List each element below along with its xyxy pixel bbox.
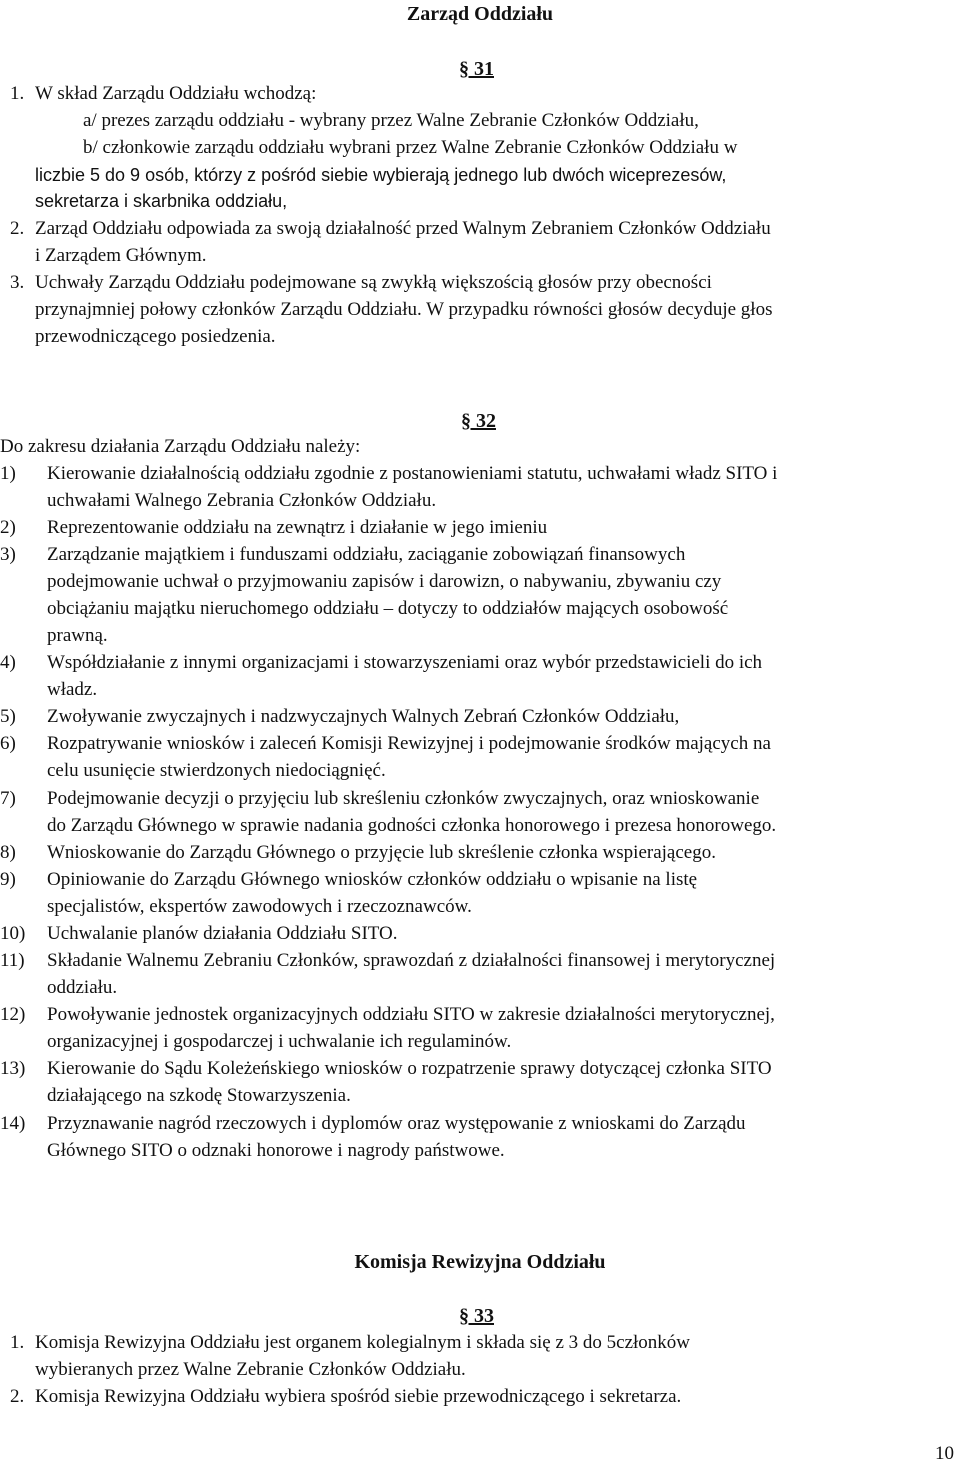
item-text-continued: przynajmniej połowy członków Zarządu Oddziału. W przypadku równości głosów decyduje głos — [35, 299, 773, 320]
list-item: Podejmowanie decyzji o przyjęciu lub skreśleniu członków zwyczajnych, oraz wnioskowanie — [47, 788, 760, 809]
sub-item-b-continued: liczbie 5 do 9 osób, którzy z pośród siebie wybierają jednego lub dwóch wiceprezesów, — [35, 165, 727, 185]
list-item-number: 2) — [0, 517, 16, 538]
list-item: Wnioskowanie do Zarządu Głównego o przyjęcie lub skreślenie członka wspierającego. — [47, 842, 716, 863]
list-item: organizacyjnej i gospodarczej i uchwalanie ich regulaminów. — [47, 1031, 512, 1052]
list-item-number: 11) — [0, 950, 25, 971]
list-item: uchwałami Walnego Zebrania Członków Oddziału. — [47, 490, 437, 511]
list-item: Uchwalanie planów działania Oddziału SITO. — [47, 923, 398, 944]
item-text: Komisja Rewizyjna Oddziału wybiera spośród siebie przewodniczącego i sekretarza. — [35, 1386, 682, 1407]
list-item: prawną. — [47, 625, 108, 646]
item-text: Komisja Rewizyjna Oddziału jest organem kolegialnym i składa się z 3 do 5członków — [35, 1332, 690, 1353]
item-number: 1. — [10, 83, 25, 104]
list-item: oddziału. — [47, 977, 118, 998]
list-item: władz. — [47, 679, 98, 700]
list-item-number: 9) — [0, 869, 16, 890]
item-text-continued: wybieranych przez Walne Zebranie Członków Oddziału. — [35, 1359, 466, 1380]
list-item: Przyznawanie nagród rzeczowych i dyplomów oraz występowanie z wnioskami do Zarządu — [47, 1113, 746, 1134]
list-item: obciążaniu majątku nieruchomego oddziału – dotyczy to oddziałów mających osobowość — [47, 598, 729, 619]
paragraph-32-sign: § 32 — [461, 410, 496, 432]
sub-item-b-continued: sekretarza i skarbnika oddziału, — [35, 191, 288, 211]
list-item: działającego na szkodę Stowarzyszenia. — [47, 1085, 351, 1106]
list-item-number: 10) — [0, 923, 26, 944]
list-item-number: 14) — [0, 1113, 26, 1134]
item-text: Zarząd Oddziału odpowiada za swoją działalność przed Walnym Zebraniem Członków Oddziału — [35, 218, 771, 239]
page-number: 10 — [935, 1443, 954, 1464]
list-item: podejmowanie uchwał o przyjmowaniu zapisów i darowizn, o nabywaniu, zbywaniu czy — [47, 571, 722, 592]
list-item: Głównego SITO o odznaki honorowe i nagrody państwowe. — [47, 1140, 505, 1161]
item-text: Uchwały Zarządu Oddziału podejmowane są zwykłą większością głosów przy obecności — [35, 272, 712, 293]
paragraph-33-sign: § 33 — [459, 1305, 494, 1327]
list-item: Współdziałanie z innymi organizacjami i stowarzyszeniami oraz wybór przedstawicieli do ich — [47, 652, 763, 673]
list-item-number: 5) — [0, 706, 16, 727]
list-item: do Zarządu Głównego w sprawie nadania godności członka honorowego i prezesa honorowego. — [47, 815, 777, 836]
sub-item-a: a/ prezes zarządu oddziału - wybrany przez Walne Zebranie Członków Oddziału, — [83, 110, 699, 131]
list-item: specjalistów, ekspertów zawodowych i rzeczoznawców. — [47, 896, 472, 917]
list-item: Reprezentowanie oddziału na zewnątrz i działanie w jego imieniu — [47, 517, 548, 538]
list-item: Opiniowanie do Zarządu Głównego wniosków członków oddziału o wpisanie na listę — [47, 869, 698, 890]
item-text-continued: i Zarządem Głównym. — [35, 245, 207, 266]
list-item-number: 12) — [0, 1004, 26, 1025]
list-item: celu usunięcie stwierdzonych niedociągnięć. — [47, 760, 386, 781]
paragraph-intro: Do zakresu działania Zarządu Oddziału należy: — [0, 436, 361, 457]
list-item-number: 8) — [0, 842, 16, 863]
item-number: 1. — [10, 1332, 25, 1353]
list-item: Składanie Walnemu Zebraniu Członków, sprawozdań z działalności finansowej i merytorycznej — [47, 950, 776, 971]
list-item: Rozpatrywanie wniosków i zaleceń Komisji Rewizyjnej i podejmowanie środków mających na — [47, 733, 771, 754]
item-text-continued: przewodniczącego posiedzenia. — [35, 326, 276, 347]
item-number: 2. — [10, 218, 25, 239]
list-item-number: 3) — [0, 544, 16, 565]
list-item: Powoływanie jednostek organizacyjnych oddziału SITO w zakresie działalności merytorycznej, — [47, 1004, 775, 1025]
list-item: Kierowanie działalnością oddziału zgodnie z postanowieniami statutu, uchwałami władz SITO i — [47, 463, 778, 484]
section-title-komisja: Komisja Rewizyjna Oddziału — [354, 1251, 606, 1273]
list-item: Kierowanie do Sądu Koleżeńskiego wniosków o rozpatrzenie sprawy dotyczącej członka SITO — [47, 1058, 772, 1079]
paragraph-31-sign: § 31 — [459, 58, 494, 80]
list-item-number: 7) — [0, 788, 16, 809]
sub-item-b: b/ członkowie zarządu oddziału wybrani przez Walne Zebranie Członków Oddziału w — [83, 137, 738, 158]
item-text: W skład Zarządu Oddziału wchodzą: — [35, 83, 317, 104]
list-item: Zarządzanie majątkiem i funduszami oddziału, zaciąganie zobowiązań finansowych — [47, 544, 686, 565]
list-item-number: 6) — [0, 733, 16, 754]
list-item-number: 4) — [0, 652, 16, 673]
list-item-number: 13) — [0, 1058, 26, 1079]
list-item-number: 1) — [0, 463, 16, 484]
section-title-zarzad: Zarząd Oddziału — [406, 3, 554, 25]
item-number: 3. — [10, 272, 25, 293]
item-number: 2. — [10, 1386, 25, 1407]
list-item: Zwoływanie zwyczajnych i nadzwyczajnych Walnych Zebrań Członków Oddziału, — [47, 706, 680, 727]
